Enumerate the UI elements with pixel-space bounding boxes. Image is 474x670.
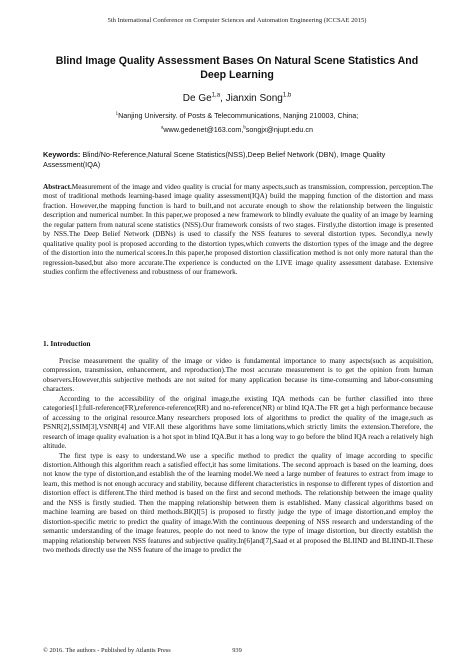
affiliation-line: [0, 111, 474, 120]
email-line: [0, 125, 474, 134]
author-name: Jianxin Song: [225, 93, 283, 104]
email-superscript: a: [160, 124, 164, 130]
affiliation-text: Nanjing University. of Posts & Telecommunications, Nanjing 210003, China;: [118, 111, 359, 120]
paper-title: Blind Image Quality Assessment Bases On Natural Scene Statistics And Deep Learning: [55, 55, 419, 81]
abstract-label: Abstract.: [43, 183, 72, 191]
affiliation-superscript: 1: [115, 110, 119, 116]
section-heading: 1. Introduction: [43, 339, 91, 348]
paragraph: According to the accessibility of the original image,the existing IQA methods can be further classified into three categories[1]:full-reference(FR),reference-reference(RR) and no-reference(NR) or blind IQA.The FR get a high performance because of accessing to the original resource.Many researchers proposed lots of algorithms to predict the quality of the image,such as PSNR[2],SSIM[3],VSNR[4] and VIF.All these algorithms have some limitations,which strictly limits the extension.Therefore, the research of image quality evaluation is a hot spot in blind IQA.But it has a long way to go before the blind IQA reach a relatively high altitude.: [43, 394, 433, 451]
paragraph: The first type is easy to understand.We use a specific method to predict the quality of image according to specific distortion.Although this algorithm reach a satisfied effect,it has some limitations. The second approach is based on the learning, does not know the type of distortion,and establish the of the learning model.We need a large number of features to extract from image to learn, this method is not enough accuracy and stability, because different characteristics in response to different types of distortion and distortion effect is different.The third method is based on the first and second methods. The relationship between the image quality and the NSS is firstly studied. Then the mapping relationship between them is established. Many classical algorithms based on machine learning are based on third methods.BIQI[5] is proposed to firstly judge the type of image distortion,and employ the distortion-specific metric to predict the quality of image.With the continuous deepening of NSS research and understanding of the semantic understanding of the image features, people do not need to know the type of image distortion, but directly establish the mapping relationship between NSS features and subjective quality.In[6]and[7],Saad et al proposed the BLIIND and BLIIND-II.These two methods directly use the NSS feature of the image to predict the: [43, 451, 433, 555]
page-number: 939: [232, 647, 242, 654]
introduction-body: [43, 357, 433, 556]
author-superscript: 1,a: [211, 92, 221, 99]
author-separator: ,: [220, 93, 226, 104]
email-superscript: b: [243, 124, 246, 130]
email-address: www.gedenet@163.com,: [163, 125, 244, 134]
keywords-label: Keywords:: [43, 150, 81, 159]
copyright-footer: © 2016. The authors - Published by Atlantis Press: [43, 647, 171, 654]
author-line: [0, 93, 474, 104]
conference-header: 5th International Conference on Computer Sciences and Automation Engineering (ICCSAE 2015): [107, 17, 367, 24]
abstract-block: [43, 183, 433, 278]
abstract-text: Measurement of the image and video quality is crucial for many aspects,such as transmission, compression, perception.The most of traditional methods learning-based image quality assessment(IQA) build the mapping function of the distortion and mass fraction. However,the mapping function is hard to built,and not accurate enough to show the relationship between the linguistic description and numerical number. In this paper,we proposed a new framework to blindly evaluate the quality of an image by learning the regular pattern from natural scene statistics (NSS).Our framework consists of two stages. Firstly,the distortion image is presented by NSS.The Deep Belief Network (DBNs) is used to classify the NSS features to several distortion types. Secondly,a newly qualitative quality pool is proposed according to the distortion types,which converts the distortion types of the image and the degree of the distortion into the numerical scores.In this paper,he proposed distortion classification method is not only more natural than the regression-based,but also more accurate.The experience is conducted on the LIVE image quality assessment database. Extensive studies confirm the effectiveness and robustness of our framework.: [43, 183, 433, 277]
author-superscript: 1,b: [282, 92, 292, 99]
author-name: De Ge: [182, 93, 212, 104]
email-address: songjx@njupt.edu.cn: [245, 125, 314, 134]
keywords-text: Blind/No-Reference,Natural Scene Statistics(NSS),Deep Belief Network (DBN), Image Quality Assessment(IQA): [43, 150, 386, 169]
paragraph: Precise measurement the quality of the image or video is fundamental importance to many aspects(such as acquisition, compression, transmission, enhancement, and reproduction).The most accurate measurement is to get the opinion from human observers.However,this subjective methods are not suited for many application because its time-consuming and labor-consuming characters.: [43, 357, 433, 394]
keywords-block: [43, 150, 433, 170]
